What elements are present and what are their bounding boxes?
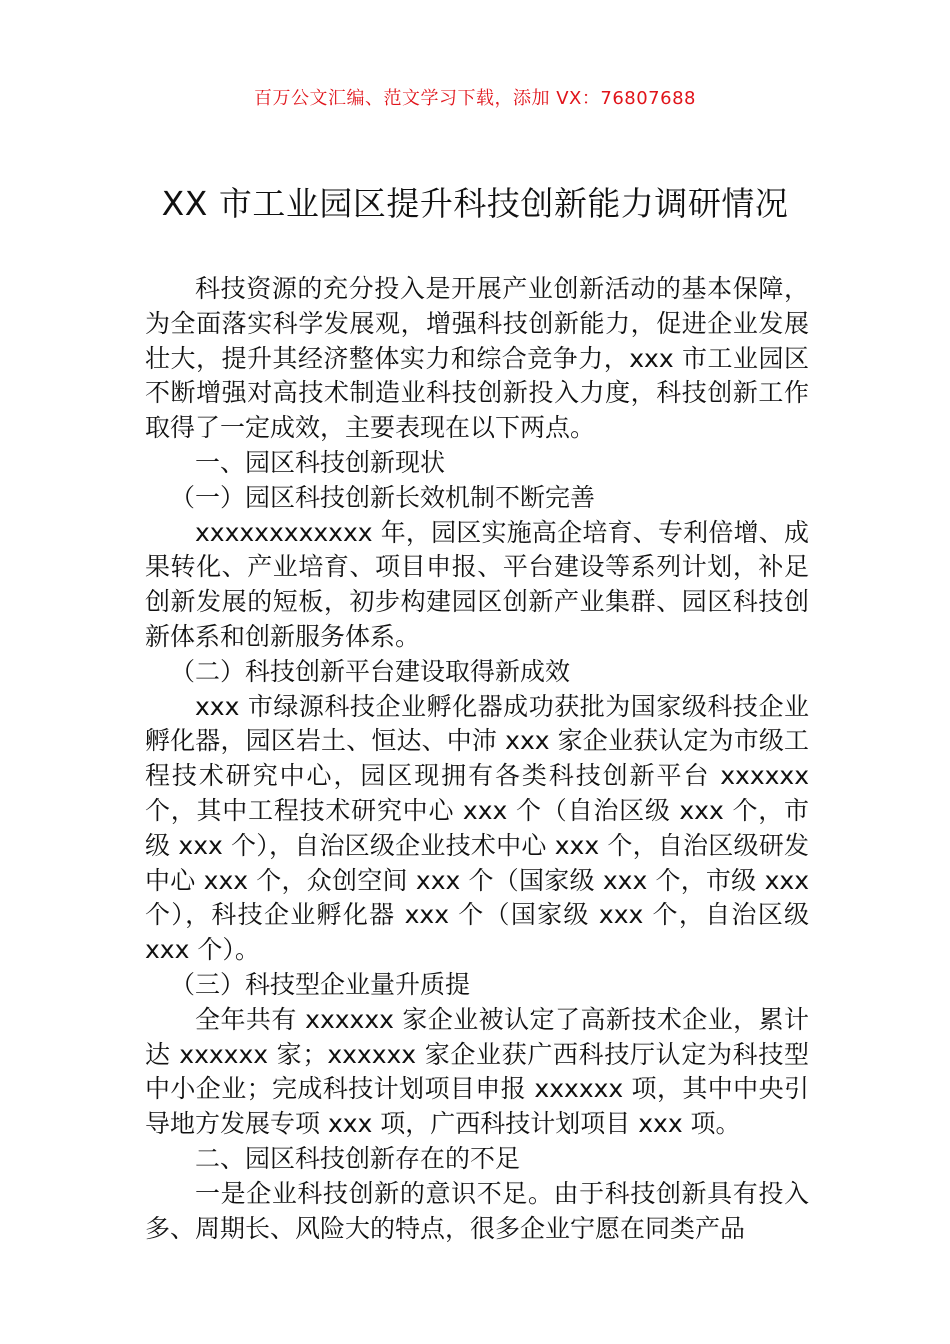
subsection-heading-3: （三）科技型企业量升质提 xyxy=(170,969,471,999)
body-paragraph: xxxxxxxxxxxx 年，园区实施高企培育、专利倍增、成果转化、产业培育、项目申报、平台建设等系列计划，补足创新发展的短板，初步构建园区创新产业集群、园区科技创新体系和创新服务体系。 xyxy=(145,517,809,651)
body-paragraph: xxx 市绿源科技企业孵化器成功获批为国家级科技企业孵化器，园区岩土、恒达、中沛 xxx 家企业获认定为市级工程技术研究中心，园区现拥有各类科技创新平台 xxxxxx 个，其中工程技术研究中心 xxx 个（自治区级 xxx 个，市级 xxx 个），自治区级企业技术中心 xxx 个，自治区级研发中心 xxx 个，众创空间 xxx 个（国家级 xxx 个，市级 xxx 个），科技企业孵化器 xxx 个（国家级 xxx 个，自治区级 xxx 个）。 xyxy=(145,691,809,965)
body-paragraph: 全年共有 xxxxxx 家企业被认定了高新技术企业，累计达 xxxxxx 家；xxxxxx 家企业获广西科技厅认定为科技型中小企业；完成科技计划项目申报 xxxxxx 项，其中中央引导地方发展专项 xxx 项，广西科技计划项目 xxx 项。 xyxy=(145,1004,809,1139)
document-title: XX 市工业园区提升科技创新能力调研情况 xyxy=(161,184,789,223)
header-watermark-note: 百万公文汇编、范文学习下载，添加 VX：76807688 xyxy=(254,88,696,109)
subsection-heading-1: （一）园区科技创新长效机制不断完善 xyxy=(170,482,596,512)
intro-paragraph: 科技资源的充分投入是开展产业创新活动的基本保障，为全面落实科学发展观，增强科技创新能力，促进企业发展壮大，提升其经济整体实力和综合竞争力，xxx 市工业园区不断增强对高技术制造业科技创新投入力度，科技创新工作取得了一定成效，主要表现在以下两点。 xyxy=(145,274,809,443)
subsection-heading-2: （二）科技创新平台建设取得新成效 xyxy=(170,656,571,686)
body-paragraph: 一是企业科技创新的意识不足。由于科技创新具有投入多、周期长、风险大的特点，很多企业宁愿在同类产品 xyxy=(145,1178,809,1243)
document-body xyxy=(145,272,809,1246)
section-heading-1: 一、园区科技创新现状 xyxy=(195,447,446,477)
section-heading-2: 二、园区科技创新存在的不足 xyxy=(195,1143,521,1173)
